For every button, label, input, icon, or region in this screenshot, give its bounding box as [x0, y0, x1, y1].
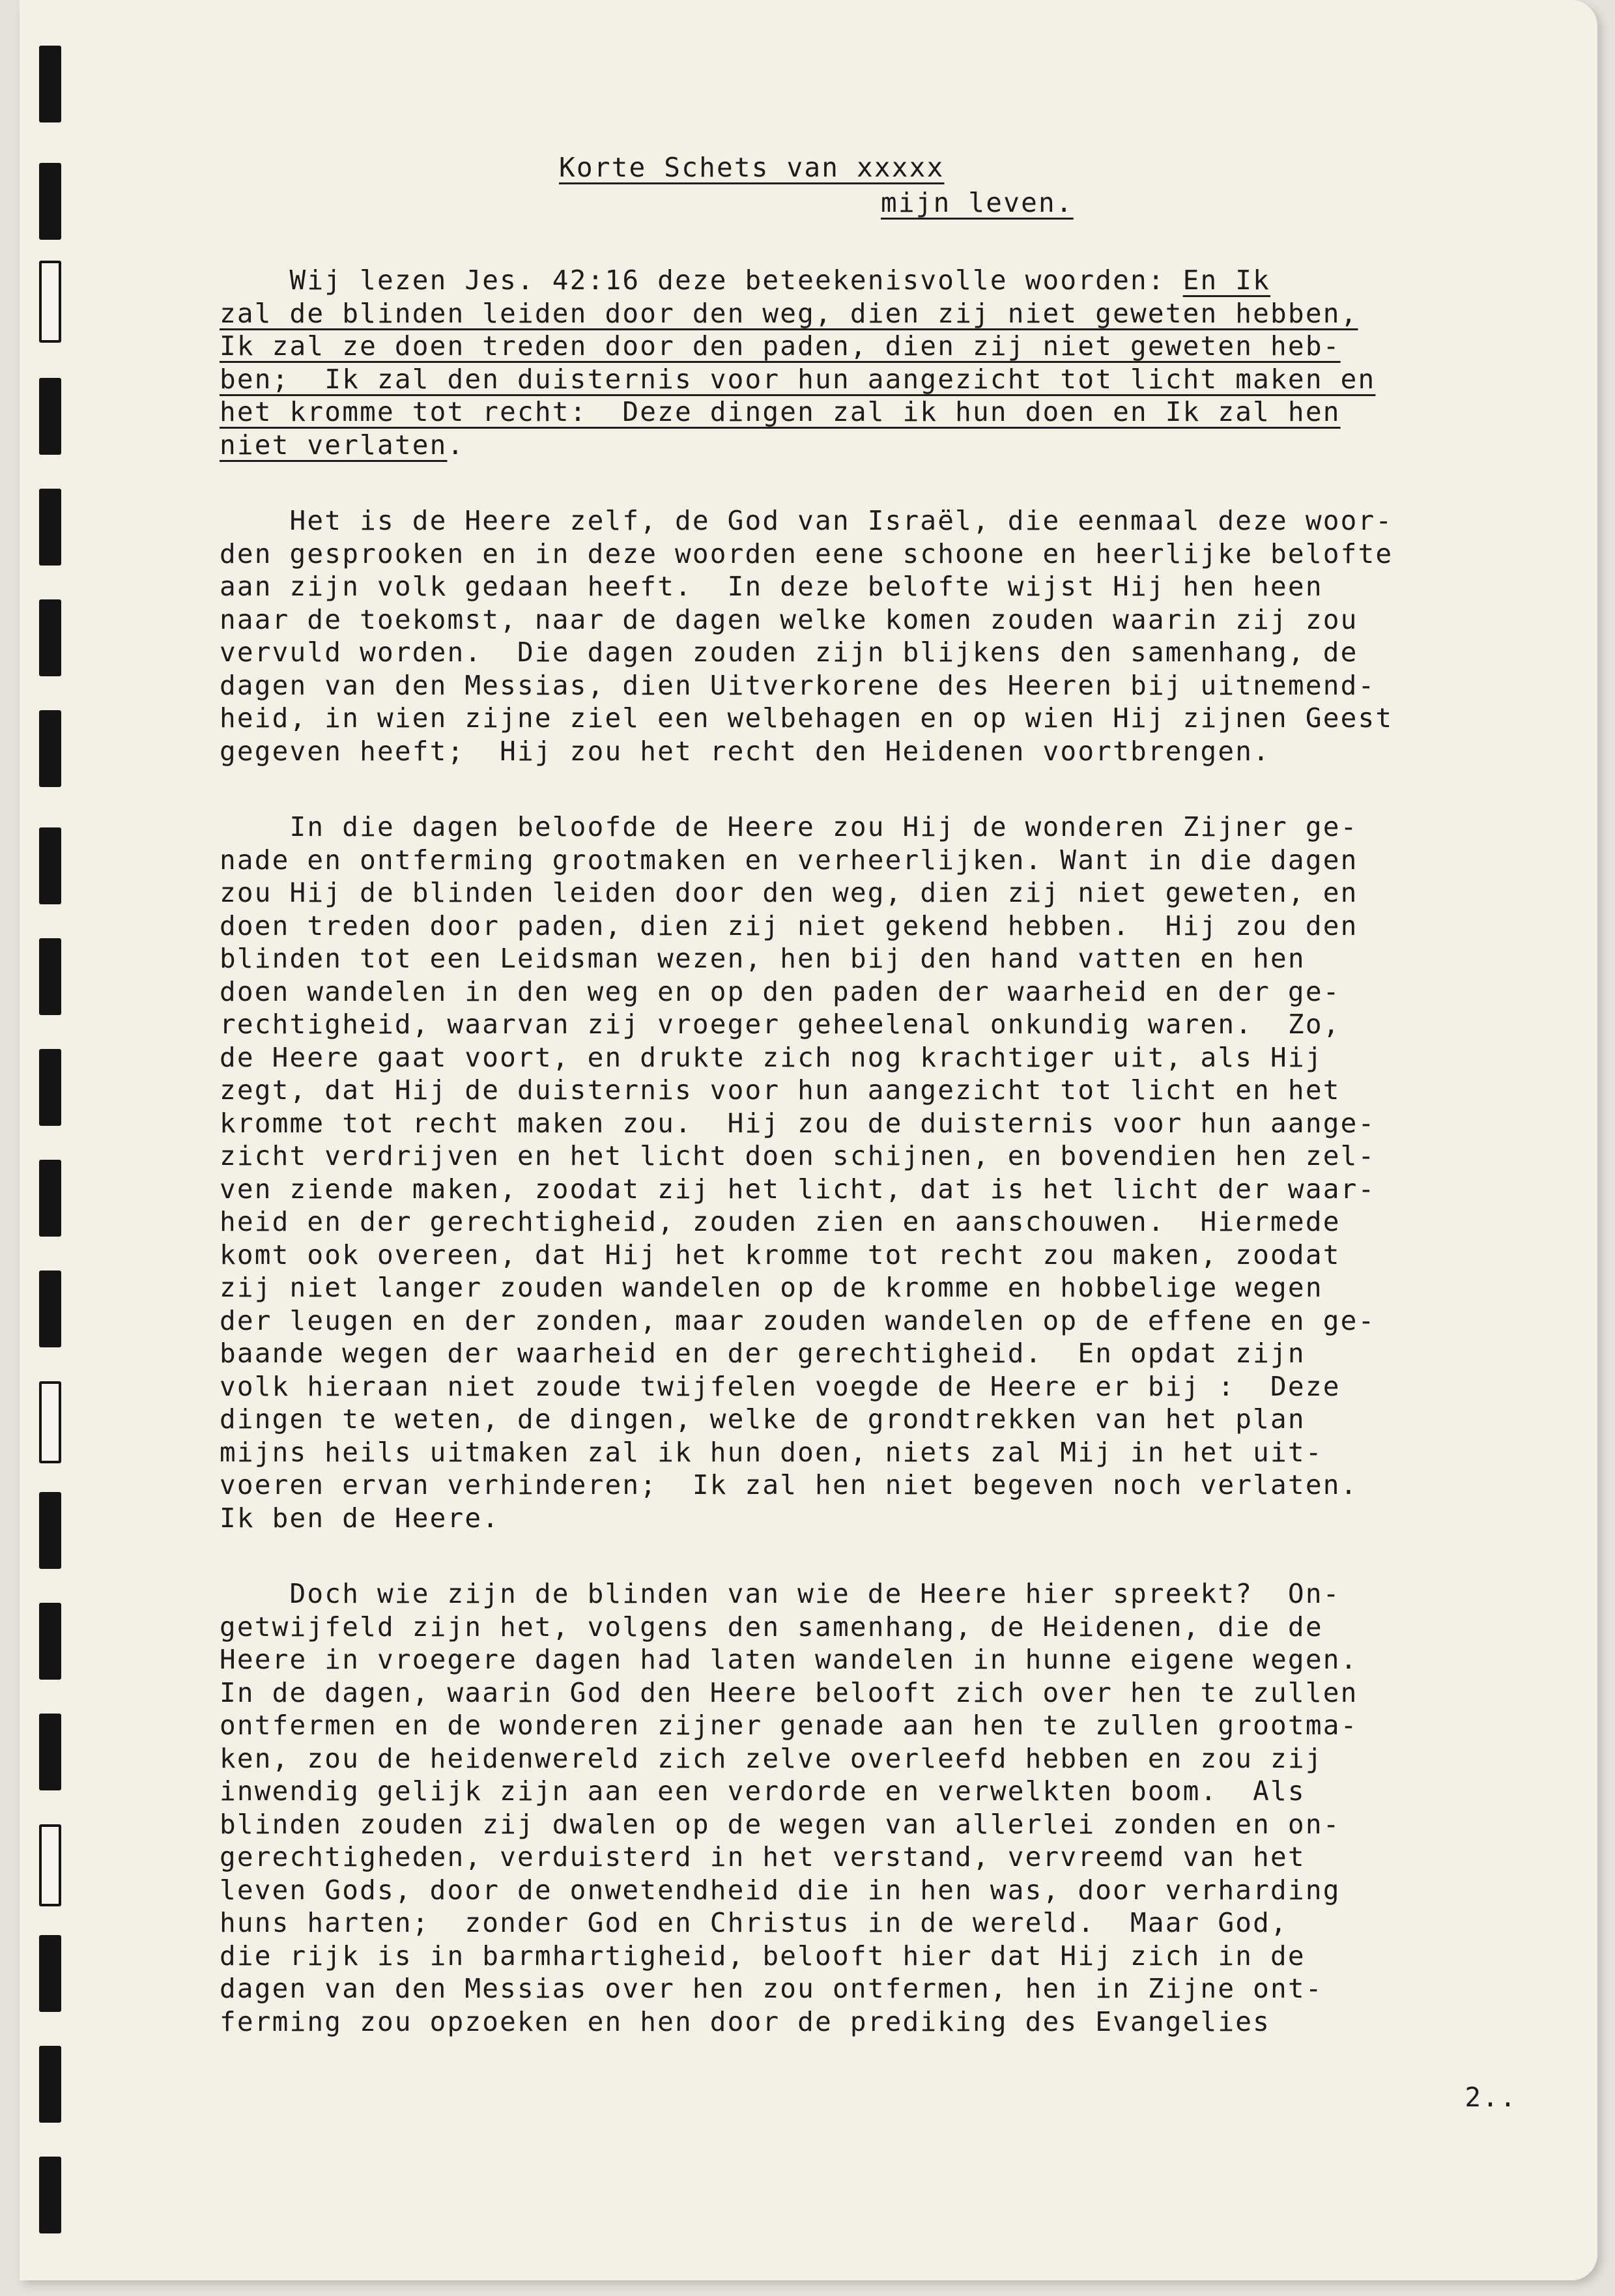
- line-text: Doch wie zijn de blinden van wie de Heere hier spreekt? On-: [220, 1578, 1341, 1609]
- page-number: 2..: [1465, 2082, 1517, 2113]
- line-text: zou Hij de blinden leiden door den weg, dien zij niet geweten, en: [220, 877, 1358, 908]
- line-text: zicht verdrijven en het licht doen schijnen, en bovendien hen zel-: [220, 1140, 1376, 1171]
- text-line: [220, 395, 1581, 429]
- text-line: [220, 363, 1581, 396]
- text-line: [220, 844, 1581, 877]
- text-line: [220, 2005, 1581, 2039]
- text-line: [220, 735, 1581, 768]
- text-line: [220, 1709, 1581, 1742]
- line-text: .: [447, 429, 465, 461]
- line-text: de Heere gaat voort, en drukte zich nog krachtiger uit, als Hij: [220, 1041, 1323, 1073]
- text-line: [220, 1874, 1581, 1907]
- text-line: [220, 942, 1581, 975]
- line-text: Heere in vroegere dagen had laten wandelen in hunne eigene wegen.: [220, 1644, 1358, 1675]
- text-line: [220, 636, 1581, 669]
- text-line: [220, 1841, 1581, 1874]
- underlined-quote-text: ben; Ik zal den duisternis voor hun aangezicht tot licht maken en: [220, 363, 1376, 395]
- line-text: zij niet langer zouden wandelen op de kromme en hobbelige wegen: [220, 1272, 1323, 1303]
- paragraph: [220, 264, 1581, 461]
- binding-hole: [39, 1049, 61, 1126]
- text-line: [220, 1676, 1581, 1710]
- text-line: [220, 1337, 1581, 1370]
- line-text: ferming zou opzoeken en hen door de prediking des Evangelies: [220, 2005, 1271, 2037]
- line-text: In die dagen beloofde de Heere zou Hij de wonderen Zijner ge-: [220, 811, 1358, 842]
- text-line: [220, 1436, 1581, 1469]
- binding-hole: [39, 378, 61, 455]
- line-text: getwijfeld zijn het, volgens den samenhang, de Heidenen, die de: [220, 1611, 1323, 1643]
- text-line: [220, 1041, 1581, 1074]
- text-line: [220, 264, 1581, 297]
- text-line: [220, 1502, 1581, 1535]
- text-line: [220, 1107, 1581, 1140]
- binding-hole: [39, 1160, 61, 1237]
- document-title-line2: mijn leven.: [881, 187, 1074, 218]
- binding-hole: [39, 163, 61, 240]
- line-text: baande wegen der waarheid en der gerechtigheid. En opdat zijn: [220, 1338, 1306, 1369]
- binding-hole: [39, 1714, 61, 1790]
- line-text: doen wandelen in den weg en op den paden der waarheid en der ge-: [220, 975, 1341, 1007]
- text-line: [220, 538, 1581, 571]
- text-line: [220, 1906, 1581, 1940]
- text-line: [220, 1008, 1581, 1041]
- binding-hole: [39, 1603, 61, 1680]
- line-text: die rijk is in barmhartigheid, belooft hier dat Hij zich in de: [220, 1940, 1306, 1972]
- paragraph: [220, 1577, 1581, 2038]
- line-text: doen treden door paden, dien zij niet gekend hebben. Hij zou den: [220, 910, 1358, 941]
- line-text: dagen van den Messias, dien Uitverkorene des Heeren bij uitnemend-: [220, 669, 1376, 701]
- text-line: [220, 297, 1581, 330]
- text-line: [220, 1940, 1581, 1973]
- underlined-quote-text: En Ik: [1182, 265, 1271, 296]
- line-text: volk hieraan niet zoude twijfelen voegde de Heere er bij : Deze: [220, 1370, 1341, 1402]
- document-title-line1: Korte Schets van xxxxx: [559, 152, 945, 183]
- underlined-quote-text: Ik zal ze doen treden door den paden, dien zij niet geweten heb-: [220, 330, 1341, 362]
- binding-hole: [39, 1270, 61, 1347]
- binding-hole: [39, 1824, 61, 1906]
- text-line: [220, 910, 1581, 943]
- binding-hole: [39, 489, 61, 566]
- text-line: [220, 1742, 1581, 1775]
- line-text: leven Gods, door de onwetendheid die in hen was, door verharding: [220, 1874, 1341, 1906]
- line-text: gerechtigheden, verduisterd in het verstand, vervreemd van het: [220, 1841, 1306, 1873]
- text-line: [220, 811, 1581, 844]
- underlined-quote-text: het kromme tot recht: Deze dingen zal ik hun doen en Ik zal hen: [220, 396, 1341, 427]
- line-text: inwendig gelijk zijn aan een verdorde en verwelkten boom. Als: [220, 1775, 1306, 1807]
- line-text: mijns heils uitmaken zal ik hun doen, niets zal Mij in het uit-: [220, 1436, 1323, 1468]
- text-line: [220, 1972, 1581, 2005]
- line-text: Ik ben de Heere.: [220, 1502, 500, 1534]
- line-text: aan zijn volk gedaan heeft. In deze belofte wijst Hij hen heen: [220, 571, 1323, 602]
- text-line: [220, 1403, 1581, 1436]
- binding-hole: [39, 2046, 61, 2123]
- line-text: komt ook overeen, dat Hij het kromme tot recht zou maken, zoodat: [220, 1239, 1341, 1270]
- line-text: nade en ontferming grootmaken en verheerlijken. Want in die dagen: [220, 844, 1358, 876]
- text-line: [220, 1469, 1581, 1502]
- line-text: zegt, dat Hij de duisternis voor hun aangezicht tot licht en het: [220, 1074, 1341, 1106]
- binding-hole: [39, 1381, 61, 1463]
- text-line: [220, 1577, 1581, 1611]
- line-text: huns harten; zonder God en Christus in de wereld. Maar God,: [220, 1907, 1288, 1938]
- text-line: [220, 1271, 1581, 1304]
- binding-hole: [39, 1935, 61, 2012]
- text-line: [220, 1808, 1581, 1841]
- text-line: [220, 702, 1581, 735]
- text-line: [220, 876, 1581, 910]
- text-line: [220, 429, 1581, 462]
- binding-hole: [39, 46, 61, 122]
- binding-hole: [39, 1492, 61, 1569]
- underlined-quote-text: zal de blinden leiden door den weg, dien zij niet geweten hebben,: [220, 297, 1358, 329]
- line-text: ken, zou de heidenwereld zich zelve overleefd hebben en zou zij: [220, 1742, 1323, 1774]
- binding-hole: [39, 2157, 61, 2233]
- text-line: [220, 330, 1581, 363]
- line-text: naar de toekomst, naar de dagen welke komen zouden waarin zij zou: [220, 603, 1358, 635]
- paragraph: [220, 811, 1581, 1534]
- paragraph: [220, 504, 1581, 768]
- text-line: [220, 570, 1581, 603]
- text-line: [220, 1140, 1581, 1173]
- text-line: [220, 1304, 1581, 1338]
- line-text: heid, in wien zijne ziel een welbehagen en op wien Hij zijnen Geest: [220, 702, 1393, 734]
- binding-hole: [39, 938, 61, 1015]
- text-line: [220, 975, 1581, 1009]
- line-text: dingen te weten, de dingen, welke de grondtrekken van het plan: [220, 1403, 1306, 1435]
- line-text: blinden zouden zij dwalen op de wegen van allerlei zonden en on-: [220, 1808, 1341, 1840]
- line-text: gegeven heeft; Hij zou het recht den Heidenen voortbrengen.: [220, 735, 1271, 767]
- line-text: In de dagen, waarin God den Heere belooft zich over hen te zullen: [220, 1676, 1358, 1708]
- binding-hole: [39, 261, 61, 343]
- line-text: dagen van den Messias over hen zou ontfermen, hen in Zijne ont-: [220, 1973, 1323, 2004]
- line-text: der leugen en der zonden, maar zouden wandelen op de effene en ge-: [220, 1304, 1376, 1336]
- line-text: voeren ervan verhinderen; Ik zal hen niet begeven noch verlaten.: [220, 1469, 1358, 1500]
- line-text: blinden tot een Leidsman wezen, hen bij den hand vatten en hen: [220, 943, 1306, 974]
- line-text: rechtigheid, waarvan zij vroeger geheelenal onkundig waren. Zo,: [220, 1009, 1341, 1040]
- line-text: Wij lezen Jes. 42:16 deze beteekenisvolle woorden:: [220, 265, 1183, 296]
- text-line: [220, 1205, 1581, 1239]
- text-line: [220, 1611, 1581, 1644]
- text-line: [220, 504, 1581, 538]
- text-line: [220, 1239, 1581, 1272]
- line-text: vervuld worden. Die dagen zouden zijn blijkens den samenhang, de: [220, 637, 1358, 668]
- line-text: ontfermen en de wonderen zijner genade aan hen te zullen grootma-: [220, 1710, 1358, 1741]
- line-text: heid en der gerechtigheid, zouden zien en aanschouwen. Hiermede: [220, 1206, 1341, 1237]
- text-line: [220, 1074, 1581, 1107]
- line-text: kromme tot recht maken zou. Hij zou de duisternis voor hun aange-: [220, 1107, 1376, 1139]
- binding-hole: [39, 827, 61, 904]
- text-line: [220, 1173, 1581, 1206]
- line-text: Het is de Heere zelf, de God van Israël, die eenmaal deze woor-: [220, 505, 1393, 536]
- body-text: [220, 264, 1581, 2081]
- underlined-quote-text: niet verlaten: [220, 429, 448, 461]
- text-line: [220, 603, 1581, 637]
- text-line: [220, 669, 1581, 702]
- line-text: ven ziende maken, zoodat zij het licht, dat is het licht der waar-: [220, 1173, 1376, 1205]
- binding-hole: [39, 710, 61, 787]
- line-text: den gesprooken en in deze woorden eene schoone en heerlijke belofte: [220, 538, 1393, 569]
- text-line: [220, 1775, 1581, 1808]
- text-line: [220, 1643, 1581, 1676]
- binding-hole: [39, 599, 61, 676]
- text-line: [220, 1370, 1581, 1403]
